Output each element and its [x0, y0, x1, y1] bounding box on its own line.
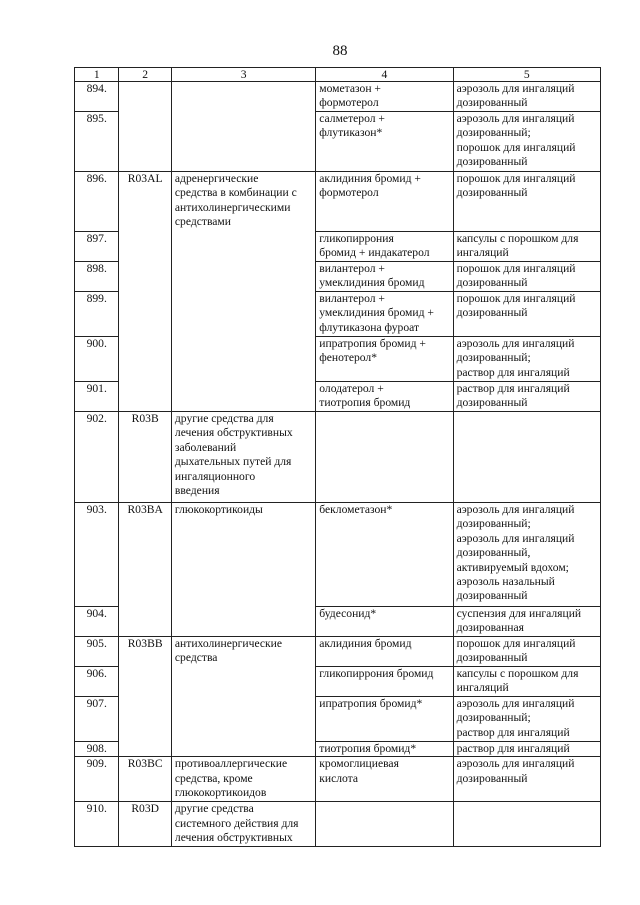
row-number: 896. — [75, 172, 119, 232]
atc-code-cell — [119, 82, 171, 172]
table-row — [75, 412, 601, 503]
table-row — [75, 82, 601, 112]
dosage-form — [453, 802, 600, 847]
row-number: 907. — [75, 697, 119, 742]
atc-group-name: другие средства для лечения обструктивных заболеваний дыхательных путей для ингаляционного введения — [171, 412, 315, 503]
row-number: 908. — [75, 742, 119, 757]
header-col-1: 1 — [75, 68, 119, 82]
table-row — [75, 802, 601, 847]
row-number: 906. — [75, 667, 119, 697]
atc-group-cell — [171, 82, 315, 172]
row-number: 900. — [75, 337, 119, 382]
dosage-form: капсулы с порошком для ингаляций — [453, 667, 600, 697]
dosage-form: аэрозоль для ингаляций дозированный; порошок для ингаляций дозированный — [453, 112, 600, 172]
drug-name: гликопиррония бромид — [316, 667, 453, 697]
drug-name: вилантерол + умеклидиния бромид + флутиказона фуроат — [316, 292, 453, 337]
header-col-4: 4 — [316, 68, 453, 82]
row-number: 904. — [75, 607, 119, 637]
drug-name: мометазон + формотерол — [316, 82, 453, 112]
drug-name — [316, 802, 453, 847]
row-number: 905. — [75, 637, 119, 667]
row-number: 901. — [75, 382, 119, 412]
atc-code: R03AL — [119, 172, 171, 412]
drug-name: вилантерол + умеклидиния бромид — [316, 262, 453, 292]
atc-code: R03BB — [119, 637, 171, 757]
table-row — [75, 637, 601, 667]
atc-group-name: адренергические средства в комбинации с антихолинергическими средствами — [171, 172, 315, 412]
row-number: 909. — [75, 757, 119, 802]
page-number: 88 — [332, 43, 348, 59]
dosage-form: аэрозоль для ингаляций дозированный; раствор для ингаляций — [453, 337, 600, 382]
dosage-form: порошок для ингаляций дозированный — [453, 292, 600, 337]
row-number: 894. — [75, 82, 119, 112]
drug-register-table — [74, 67, 601, 847]
drug-name: беклометазон* — [316, 503, 453, 607]
row-number: 898. — [75, 262, 119, 292]
atc-group-name: противоаллергические средства, кроме глюкокортикоидов — [171, 757, 315, 802]
dosage-form: аэрозоль для ингаляций дозированный — [453, 82, 600, 112]
row-number: 897. — [75, 232, 119, 262]
atc-group-name: другие средства системного действия для лечения обструктивных — [171, 802, 315, 847]
dosage-form: порошок для ингаляций дозированный — [453, 172, 600, 232]
drug-name: аклидиния бромид — [316, 637, 453, 667]
dosage-form: аэрозоль для ингаляций дозированный; раствор для ингаляций — [453, 697, 600, 742]
dosage-form: капсулы с порошком для ингаляций — [453, 232, 600, 262]
drug-name: олодатерол + тиотропия бромид — [316, 382, 453, 412]
header-col-3: 3 — [171, 68, 315, 82]
header-col-2: 2 — [119, 68, 171, 82]
table-row — [75, 757, 601, 802]
row-number: 895. — [75, 112, 119, 172]
drug-name — [316, 412, 453, 503]
drug-name: гликопиррония бромид + индакатерол — [316, 232, 453, 262]
atc-code: R03BA — [119, 503, 171, 637]
table-row — [75, 172, 601, 232]
drug-name: будесонид* — [316, 607, 453, 637]
dosage-form — [453, 412, 600, 503]
dosage-form: раствор для ингаляций дозированный — [453, 382, 600, 412]
atc-group-name: глюкокортикоиды — [171, 503, 315, 637]
drug-name: тиотропия бромид* — [316, 742, 453, 757]
drug-name: кромоглициевая кислота — [316, 757, 453, 802]
dosage-form: аэрозоль для ингаляций дозированный — [453, 757, 600, 802]
drug-name: ипратропия бромид + фенотерол* — [316, 337, 453, 382]
dosage-form: аэрозоль для ингаляций дозированный; аэрозоль для ингаляций дозированный, активируемый вдохом; аэрозоль назальный дозированный — [453, 503, 600, 607]
drug-name: салметерол + флутиказон* — [316, 112, 453, 172]
header-col-5: 5 — [453, 68, 600, 82]
row-number: 903. — [75, 503, 119, 607]
atc-code: R03D — [119, 802, 171, 847]
row-number: 899. — [75, 292, 119, 337]
atc-code: R03B — [119, 412, 171, 503]
table-row — [75, 503, 601, 607]
drug-name: аклидиния бромид + формотерол — [316, 172, 453, 232]
dosage-form: порошок для ингаляций дозированный — [453, 262, 600, 292]
atc-code: R03BC — [119, 757, 171, 802]
atc-group-name: антихолинергические средства — [171, 637, 315, 757]
drug-name: ипратропия бромид* — [316, 697, 453, 742]
dosage-form: раствор для ингаляций — [453, 742, 600, 757]
row-number: 902. — [75, 412, 119, 503]
row-number: 910. — [75, 802, 119, 847]
table-header-row — [75, 68, 601, 82]
dosage-form: суспензия для ингаляций дозированная — [453, 607, 600, 637]
dosage-form: порошок для ингаляций дозированный — [453, 637, 600, 667]
